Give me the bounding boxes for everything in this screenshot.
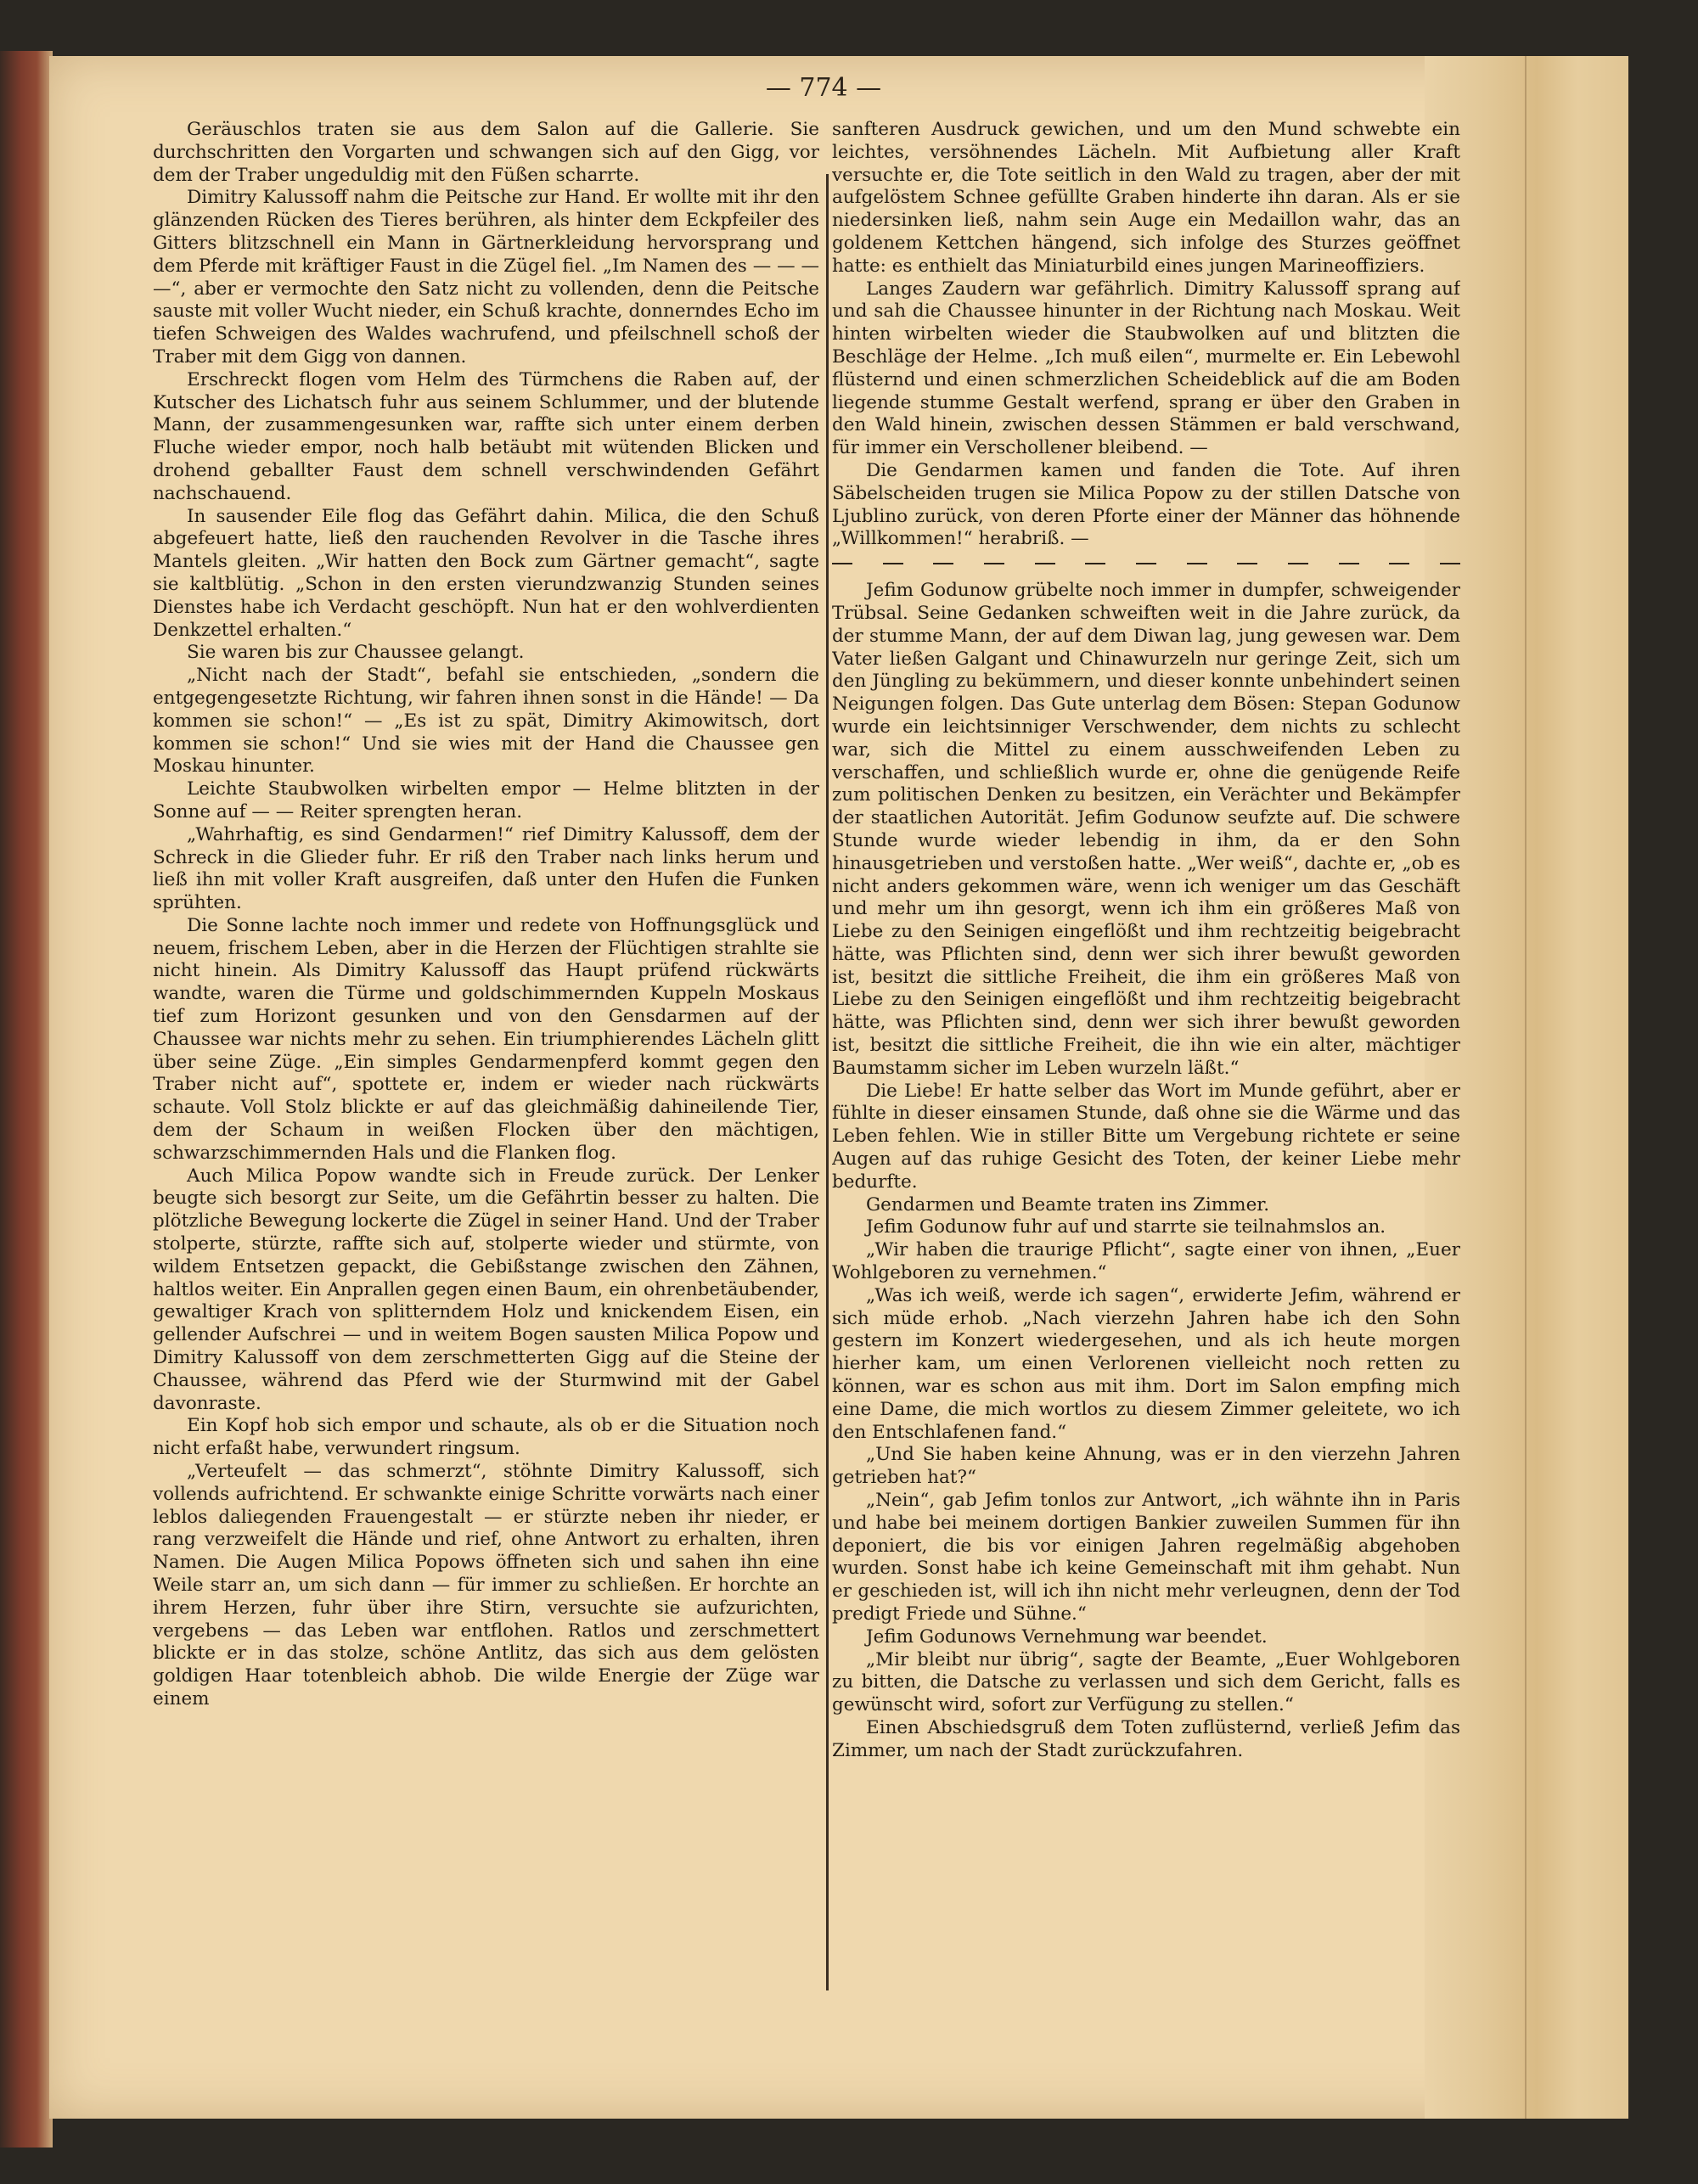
paragraph: Die Gendarmen kamen und fanden die Tote. Auf ihren Säbelscheiden trugen sie Milica Popow zu der stillen Datsche von Ljublino zurück, von deren Pforte einer der Männer das höhnende „Willkommen!“ herabriß. —: [832, 459, 1460, 550]
right-text-column: [832, 119, 1460, 2012]
paragraph: „Wahrhaftig, es sind Gendarmen!“ rief Dimitry Kalussoff, dem der Schreck in die Glieder fuhr. Er riß den Traber nach links herum und ließ ihn mit voller Kraft ausgreifen, daß unter den Hufen die Funken sprühten.: [153, 823, 819, 914]
gutter-fold-line: [1525, 56, 1527, 2119]
section-break-dashes: [832, 553, 1460, 575]
paragraph: „Wir haben die traurige Pflicht“, sagte einer von ihnen, „Euer Wohlgeboren zu vernehmen.“: [832, 1239, 1460, 1284]
paragraph: Auch Milica Popow wandte sich in Freude zurück. Der Lenker beugte sich besorgt zur Seite, um die Gefährtin besser zu halten. Die plötzliche Bewegung lockerte die Zügel in seiner Hand. Und der Traber stolperte, stürzte, raffte sich auf, stolperte wieder und stürmte, von wildem Entsetzen gepackt, die Gebißstange zwischen den Zähnen, haltlos weiter. Ein Anprallen gegen einen Baum, ein ohrenbetäubender, gewaltiger Krach von splitterndem Holz und knickendem Eisen, ein gellender Aufschrei — und in weitem Bogen sausten Milica Popow und Dimitry Kalussoff von dem zerschmetterten Gigg auf die Steine der Chaussee, während das Pferd wie der Sturmwind mit der Gabel davonraste.: [153, 1165, 819, 1414]
paragraph: sanfteren Ausdruck gewichen, und um den Mund schwebte ein leichtes, versöhnendes Lächeln. Mit Aufbietung aller Kraft versuchte er, die Tote seitlich in den Wald zu tragen, aber der mit aufgelöstem Schnee gefüllte Graben hinderte ihn daran. Als er sie niedersinken ließ, nahm sein Auge ein Medaillon wahr, das an goldenem Kettchen hängend, sich infolge des Sturzes geöffnet hatte: es enthielt das Miniaturbild eines jungen Marineoffiziers.: [832, 119, 1460, 277]
paragraph: Leichte Staubwolken wirbelten empor — Helme blitzten in der Sonne auf — — Reiter sprengten heran.: [153, 778, 819, 823]
paragraph: „Nicht nach der Stadt“, befahl sie entschieden, „sondern die entgegengesetzte Richtung, wir fahren ihnen sonst in die Hände! — Da kommen sie schon!“ — „Es ist zu spät, Dimitry Akimowitsch, dort kommen sie schon!“ Und sie wies mit der Hand die Chaussee gen Moskau hinunter.: [153, 665, 819, 778]
paragraph: In sausender Eile flog das Gefährt dahin. Milica, die den Schuß abgefeuert hatte, ließ den rauchenden Revolver in die Tasche ihres Mantels gleiten. „Wir hatten den Bock zum Gärtner gemacht“, sagte sie kaltblütig. „Schon in den ersten vierundzwanzig Stunden seines Dienstes habe ich Verdacht geschöpft. Nun hat er den wohlverdienten Denkzettel erhalten.“: [153, 505, 819, 641]
page-number: — 774 —: [765, 73, 882, 103]
paragraph: Gendarmen und Beamte traten ins Zimmer.: [866, 1193, 1270, 1216]
paragraph: Die Sonne lachte noch immer und redete von Hoffnungsglück und neuem, frischem Leben, aber in die Herzen der Flüchtigen strahlte sie nicht hinein. Als Dimitry Kalussoff das Haupt prüfend rückwärts wandte, waren die Türme und goldschimmernden Kuppeln Moskaus tief zum Horizont gesunken und von den Gensdarmen auf der Chaussee war nichts mehr zu sehen. Ein triumphierendes Lächeln glitt über seine Züge. „Ein simples Gendarmenpferd kommt gegen den Traber nicht auf“, spottete er, indem er wieder nach rückwärts schaute. Voll Stolz blickte er auf das gleichmäßig dahineilende Tier, dem der Schaum in weißen Flocken über den mächtigen, schwarzschimmernden Hals und die Flanken flog.: [153, 914, 819, 1164]
paragraph: „Und Sie haben keine Ahnung, was er in den vierzehn Jahren getrieben hat?“: [832, 1444, 1460, 1489]
paragraph: „Was ich weiß, werde ich sagen“, erwiderte Jefim, während er sich müde erhob. „Nach vierzehn Jahren habe ich den Sohn gestern im Konzert wiedergesehen, und als ich heute morgen hierher kam, um einen Verlorenen vielleicht noch retten zu können, war es schon aus mit ihm. Dort im Salon empfing mich eine Dame, die mich wortlos zu diesem Zimmer geleitete, wo ich den Entschlafenen fand.“: [832, 1284, 1460, 1443]
paragraph: Erschreckt flogen vom Helm des Türmchens die Raben auf, der Kutscher des Lichatsch fuhr aus seinem Schlummer, und der blutende Mann, der zusammengesunken war, raffte sich unter einem derben Fluche wieder empor, noch halb betäubt mit wütenden Blicken und drohend geballter Faust dem schnell verschwindenden Gefährt nachschauend.: [153, 368, 819, 504]
paragraph: Langes Zaudern war gefährlich. Dimitry Kalussoff sprang auf und sah die Chaussee hinunter in der Richtung nach Moskau. Weit hinten wirbelten wieder die Staubwolken auf und blitzten die Beschläge der Helme. „Ich muß eilen“, murmelte er. Ein Lebewohl flüsternd und einen schmerzlichen Scheideblick auf die am Boden liegende stumme Gestalt werfend, sprang er über den Graben in den Wald hinein, zwischen dessen Stämmen er bald verschwand, für immer ein Verschollener bleibend. —: [832, 278, 1460, 459]
paragraph: Jefim Godunow fuhr auf und starrte sie teilnahmslos an.: [866, 1216, 1386, 1238]
paragraph: Geräuschlos traten sie aus dem Salon auf die Gallerie. Sie durchschritten den Vorgarten und schwangen sich auf den Gigg, vor dem der Traber ungeduldig mit den Füßen scharrte.: [153, 119, 819, 186]
paragraph: Dimitry Kalussoff nahm die Peitsche zur Hand. Er wollte mit ihr den glänzenden Rücken des Tieres berühren, als hinter dem Eckpfeiler des Gitters blitzschnell ein Mann in Gärtnerkleidung hervorsprang und dem Pferde mit kräftiger Faust in die Zügel fiel. „Im Namen des — — — —“, aber er vermochte den Satz nicht zu vollenden, denn die Peitsche sauste mit voller Wucht nieder, ein Schuß krachte, donnerndes Echo im tiefen Schweigen des Waldes wachrufend, und pfeilschnell schoß der Traber mit dem Gigg von dannen.: [153, 187, 819, 368]
paragraph: Jefim Godunows Vernehmung war beendet.: [866, 1625, 1268, 1648]
book-binding-edge: [0, 51, 53, 2148]
paragraph: Die Liebe! Er hatte selber das Wort im Munde geführt, aber er fühlte in dieser einsamen Stunde, daß ohne sie die Wärme und das Leben fehlen. Wie in stiller Bitte um Vergebung richtete er seine Augen auf das ruhige Gesicht des Toten, der keiner Liebe mehr bedurfte.: [832, 1080, 1460, 1193]
left-text-column: [153, 119, 819, 2012]
paragraph: Einen Abschiedsgruß dem Toten zuflüsternd, verließ Jefim das Zimmer, um nach der Stadt zurückzufahren.: [832, 1716, 1460, 1761]
paragraph: Jefim Godunow grübelte noch immer in dumpfer, schweigender Trübsal. Seine Gedanken schweiften weit in die Jahre zurück, da der stumme Mann, der auf dem Diwan lag, jung gewesen war. Dem Vater ließen Galgant und Chinawurzeln nur geringe Zeit, sich um den Jüngling zu bekümmern, und dieser konnte unbehindert seinen Neigungen folgen. Das Gute unterlag dem Bösen: Stepan Godunow wurde ein leichtsinniger Verschwender, dem nichts zu schlecht war, sich die Mittel zu einem ausschweifenden Leben zu verschaffen, und schließlich wurde er, ohne die genügende Reife zum politischen Denken zu besitzen, ein Verächter und Bekämpfer der staatlichen Autorität. Jefim Godunow seufzte auf. Die schwere Stunde wurde wieder lebendig in ihm, da er den Sohn hinausgetrieben und verstoßen hatte. „Wer weiß“, dachte er, „ob es nicht anders gekommen wäre, wenn ich weniger um das Geschäft und mehr um ihn gesorgt, wenn ich ihm ein größeres Maß von Liebe zu den Seinigen eingeflößt und ihm rechtzeitig beigebracht hätte, was Pflichten sind, denn wer sich ihrer bewußt geworden ist, besitzt die sittliche Freiheit, die ihm ein größeres Maß von Liebe zu den Seinigen eingeflößt und ihm rechtzeitig beigebracht hätte, was Pflichten sind, denn wer sich ihrer bewußt geworden ist, besitzt die sittliche Freiheit, die ihn wie ein alter, mächtiger Baumstamm sicher im Leben wurzeln läßt.“: [832, 580, 1460, 1079]
paragraph: Sie waren bis zur Chaussee gelangt.: [187, 642, 525, 664]
paragraph: „Mir bleibt nur übrig“, sagte der Beamte, „Euer Wohlgeboren zu bitten, die Datsche zu verlassen und sich dem Gericht, falls es gewünscht wird, sofort zur Verfügung zu stellen.“: [832, 1648, 1460, 1716]
column-divider: [826, 174, 829, 1990]
paragraph: Ein Kopf hob sich empor und schaute, als ob er die Situation noch nicht erfaßt habe, verwundert ringsum.: [153, 1415, 819, 1460]
paragraph: „Verteufelt — das schmerzt“, stöhnte Dimitry Kalussoff, sich vollends aufrichtend. Er schwankte einige Schritte vorwärts nach einer leblos daliegenden Frauengestalt — er stürzte neben ihr nieder, er rang verzweifelt die Hände und rief, ohne Antwort zu erhalten, ihren Namen. Die Augen Milica Popows öffneten sich und sahen ihn eine Weile starr an, um sich dann — für immer zu schließen. Er horchte an ihrem Herzen, fuhr über ihre Stirn, versuchte sie aufzurichten, vergebens — das Leben war entflohen. Ratlos und zerschmettert blickte er in das stolze, schöne Antlitz, das sich aus dem gelösten goldigen Haar totenbleich abhob. Die wilde Energie der Züge war einem: [153, 1461, 819, 1710]
paragraph: „Nein“, gab Jefim tonlos zur Antwort, „ich wähnte ihn in Paris und habe bei meinem dortigen Bankier zuweilen Summen für ihn deponiert, die bis vor einigen Jahren regelmäßig abgehoben wurden. Sonst habe ich keine Gemeinschaft mit ihm gehabt. Nun er geschieden ist, will ich ihn nicht mehr verleugnen, denn der Tod predigt Friede und Sühne.“: [832, 1490, 1460, 1625]
